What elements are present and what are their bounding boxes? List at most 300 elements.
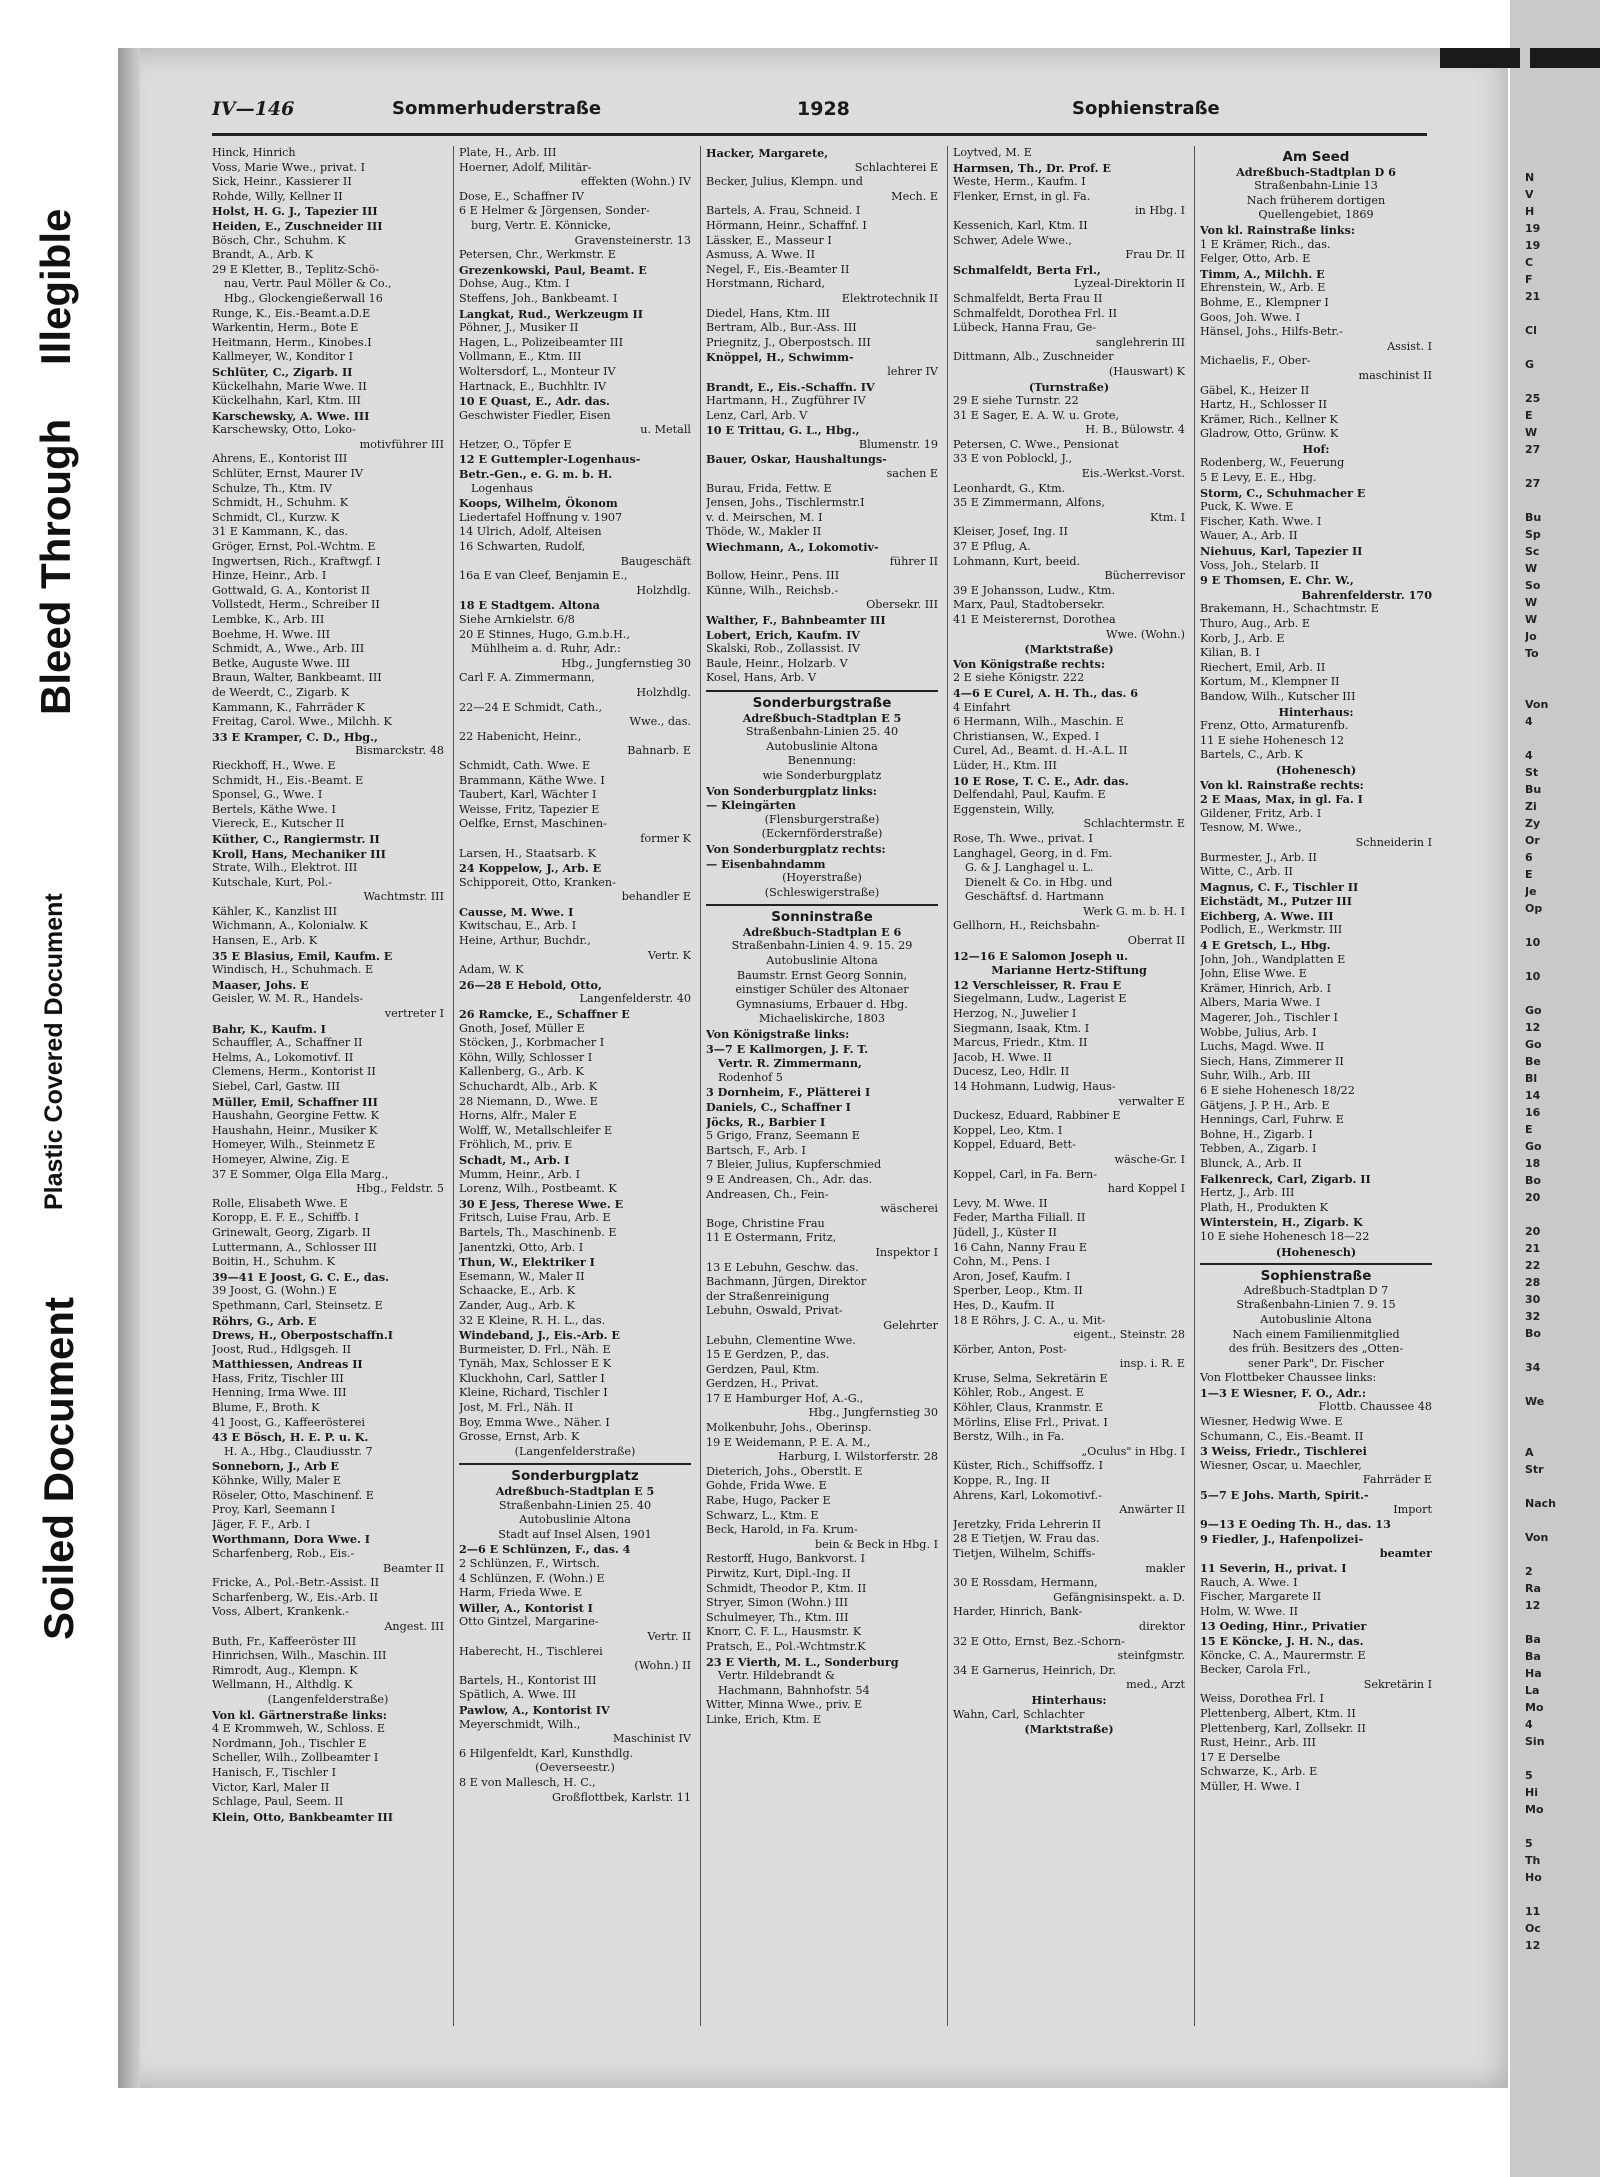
- directory-entry: Großflottbek, Karlstr. 11: [551, 1790, 691, 1804]
- directory-entry: Wauer, A., Arb. II: [1200, 529, 1298, 543]
- directory-entry: Marcus, Friedr., Ktm. II: [953, 1036, 1088, 1050]
- directory-entry: Liedertafel Hoffnung v. 1907: [459, 510, 623, 524]
- directory-entry: Schneiderin I: [1355, 835, 1432, 849]
- directory-entry: Holzhdlg.: [636, 685, 691, 699]
- directory-entry: Sponsel, G., Wwe. I: [212, 788, 323, 802]
- directory-entry: Witter, Minna Wwe., priv. E: [706, 1698, 863, 1712]
- directory-entry: Cohn, M., Pens. I: [953, 1255, 1051, 1269]
- directory-entry: Wiesner, Oscar, u. Maechler,: [1200, 1458, 1362, 1472]
- directory-entry: Stadt auf Insel Alsen, 1901: [498, 1527, 652, 1541]
- next-page-fragment: 10: [1525, 970, 1541, 983]
- next-page-fragment: Go: [1525, 1038, 1542, 1051]
- directory-entry: Oberrat II: [1127, 934, 1185, 948]
- next-page-fragment: Cl: [1525, 324, 1537, 337]
- directory-entry: Dienelt & Co. in Hbg. und: [965, 875, 1113, 889]
- directory-entry: Burmester, J., Arb. II: [1200, 850, 1317, 864]
- directory-entry: Woltersdorf, L., Monteur IV: [459, 364, 616, 378]
- directory-entry: Herzog, N., Juwelier I: [953, 1007, 1077, 1021]
- directory-entry: 29 E siehe Turnstr. 22: [953, 394, 1079, 408]
- directory-entry: Ahrens, Karl, Lokomotivf.-: [953, 1488, 1102, 1502]
- directory-entry: Pöhner, J., Musiker II: [459, 321, 579, 335]
- directory-entry: Hartz, H., Schlosser II: [1200, 398, 1327, 412]
- directory-entry: Geisler, W. M. R., Handels-: [212, 992, 364, 1006]
- directory-entry: 1 E Krämer, Rich., das.: [1200, 237, 1331, 251]
- next-page-fragment: 28: [1525, 1276, 1541, 1289]
- directory-entry: Harder, Hinrich, Bank-: [953, 1605, 1083, 1619]
- directory-column-5: [1200, 146, 1432, 2026]
- directory-entry: Warkentin, Herm., Bote E: [212, 321, 359, 335]
- directory-entry: nau, Vertr. Paul Möller & Co.,: [224, 277, 392, 291]
- directory-entry: Tietjen, Wilhelm, Schiffs-: [953, 1547, 1096, 1560]
- directory-entry: 13 E Lebuhn, Geschw. das.: [706, 1260, 859, 1274]
- directory-entry: 19 E Weidemann, P. E. A. M.,: [706, 1435, 871, 1449]
- directory-entry: Schadt, M., Arb. I: [459, 1152, 570, 1167]
- directory-entry: (Hauswart) K: [1108, 364, 1185, 378]
- directory-entry: Import: [1393, 1502, 1432, 1516]
- directory-entry: Hagen, L., Polizeibeamter III: [459, 335, 624, 349]
- directory-entry: Brandt, A., Arb. K: [212, 248, 314, 262]
- next-page-fragment: 20: [1525, 1225, 1541, 1238]
- directory-entry: der Straßenreinigung: [706, 1289, 830, 1303]
- next-page-fragments: [1525, 170, 1595, 1970]
- directory-entry: Inspektor I: [875, 1245, 938, 1259]
- directory-entry: 6 E siehe Hohenesch 18/22: [1200, 1084, 1355, 1097]
- next-page-fragment: 19: [1525, 222, 1541, 235]
- next-page-fragment: [1525, 680, 1595, 697]
- directory-entry: Otto Gintzel, Margarine-: [459, 1615, 599, 1629]
- directory-entry: Gladrow, Otto, Grünw. K: [1200, 427, 1339, 441]
- directory-entry: Grosse, Ernst, Arb. K: [459, 1430, 580, 1444]
- directory-entry: Schwarze, K., Arb. E: [1200, 1765, 1318, 1779]
- directory-entry: 26 Ramcke, E., Schaffner E: [459, 1007, 630, 1022]
- directory-entry: Ktm. I: [1150, 510, 1185, 524]
- directory-entry: Restorff, Hugo, Bankvorst. I: [706, 1552, 866, 1566]
- directory-entry: Lobert, Erich, Kaufm. IV: [706, 627, 860, 642]
- directory-entry: H. A., Hbg., Claudiusstr. 7: [224, 1444, 373, 1458]
- directory-entry: Hbg., Jungfernstieg 30: [561, 656, 691, 670]
- directory-entry: 37 E Sommer, Olga Ella Marg.,: [212, 1167, 389, 1181]
- directory-entry: Kortum, M., Klempner II: [1200, 675, 1340, 689]
- directory-entry: 3 Dornheim, F., Plätterei I: [706, 1085, 871, 1100]
- next-page-fragment: 14: [1525, 1089, 1541, 1102]
- directory-entry: Adam, W. K: [459, 963, 524, 977]
- directory-entry: Köhnke, Willy, Maler E: [212, 1474, 342, 1488]
- directory-entry: Boitin, H., Schuhm. K: [212, 1255, 335, 1269]
- directory-entry: Nach einem Familienmitglied: [1232, 1327, 1400, 1341]
- directory-entry: 2 Schlünzen, F., Wirtsch.: [459, 1557, 600, 1570]
- directory-entry: (Eckernförderstraße): [761, 827, 883, 841]
- directory-entry: 30 E Jess, Therese Wwe. E: [459, 1196, 624, 1211]
- directory-entry: Hof:: [1302, 441, 1330, 456]
- directory-entry: Dieterich, Johs., Oberstlt. E: [706, 1464, 863, 1478]
- directory-entry: effekten (Wohn.) IV: [580, 175, 691, 189]
- directory-entry: Bartels, H., Kontorist III: [459, 1673, 597, 1687]
- directory-entry: Goos, Joh. Wwe. I: [1200, 310, 1301, 324]
- directory-entry: sener Park", Dr. Fischer: [1248, 1356, 1384, 1370]
- next-page-fragment: 11: [1525, 1905, 1541, 1918]
- directory-entry: Pawlow, A., Kontorist IV: [459, 1702, 610, 1717]
- directory-entry: Röseler, Otto, Maschinenf. E: [212, 1488, 374, 1502]
- directory-entry: Wachtmstr. III: [363, 890, 444, 904]
- directory-entry: Kleine, Richard, Tischler I: [459, 1386, 608, 1400]
- directory-entry: Schmidt, A., Wwe., Arb. III: [212, 642, 365, 656]
- directory-entry: Flottb. Chaussee 48: [1318, 1400, 1432, 1414]
- header-right-street: Sophienstraße: [1072, 98, 1220, 119]
- directory-entry: Holst, H. G. J., Tapezier III: [212, 204, 378, 219]
- directory-entry: Dose, E., Schaffner IV: [459, 189, 584, 203]
- directory-entry: Daniels, C., Schaffner I: [706, 1100, 851, 1114]
- directory-entry: Von Flottbeker Chaussee links:: [1200, 1371, 1377, 1385]
- directory-entry: Michaeliskirche, 1803: [758, 1012, 886, 1026]
- directory-entry: Bahrenfelderstr. 170: [1301, 587, 1432, 602]
- directory-entry: 17 E Hamburger Hof, A.-G.,: [706, 1391, 864, 1405]
- directory-entry: sachen E: [886, 467, 938, 481]
- directory-entry: Wahn, Carl, Schlachter: [953, 1707, 1085, 1721]
- directory-entry: 34 E Garnerus, Heinrich, Dr.: [953, 1663, 1117, 1677]
- directory-entry: Marx, Paul, Stadtobersekr.: [953, 598, 1105, 612]
- directory-entry: Dittmann, Alb., Zuschneider: [953, 350, 1114, 364]
- next-page-fragment: Go: [1525, 1140, 1542, 1153]
- directory-entry: Hertz, J., Arb. III: [1200, 1186, 1295, 1200]
- directory-entry: 5—7 E Johs. Marth, Spirit.-: [1200, 1488, 1369, 1503]
- next-page-fragment: [1525, 1819, 1595, 1836]
- directory-entry: 11 E siehe Hohenesch 12: [1200, 733, 1344, 747]
- directory-entry: Wobbe, Julius, Arb. I: [1200, 1025, 1317, 1039]
- directory-entry: Fricke, A., Pol.-Betr.-Assist. II: [212, 1576, 380, 1590]
- directory-entry: Brandt, E., Eis.-Schaffn. IV: [706, 379, 875, 394]
- next-page-fragment: Bl: [1525, 1072, 1538, 1085]
- directory-entry: 5 Grigo, Franz, Seemann E: [706, 1129, 860, 1143]
- next-page-fragment: Th: [1525, 1854, 1541, 1867]
- directory-entry: Lenz, Carl, Arb. V: [706, 408, 808, 422]
- directory-entry: 15 E Gerdzen, P., das.: [706, 1348, 830, 1362]
- directory-entry: Geschwister Fiedler, Eisen: [459, 408, 611, 422]
- directory-entry: Kähler, K., Kanzlist III: [212, 904, 338, 918]
- directory-entry: Maaser, Johs. E: [212, 977, 309, 992]
- next-page-fragment: [1525, 986, 1595, 1003]
- directory-entry: Hänsel, Johs., Hilfs-Betr.-: [1200, 325, 1343, 339]
- directory-entry: Windisch, H., Schuhmach. E: [212, 963, 374, 977]
- next-page-fragment: 21: [1525, 290, 1541, 303]
- next-page-fragment: 4: [1525, 1718, 1533, 1731]
- directory-entry: Kilian, B. I: [1200, 646, 1260, 660]
- directory-entry: Vertr. R. Zimmermann,: [718, 1056, 862, 1071]
- directory-entry: Thuro, Aug., Arb. E: [1200, 617, 1311, 630]
- directory-entry: Loytved, M. E: [953, 146, 1032, 159]
- directory-entry: Bohme, E., Klempner I: [1200, 295, 1329, 309]
- directory-entry: 41 E Meisterernst, Dorothea: [953, 613, 1116, 626]
- directory-entry: Baugeschäft: [620, 554, 691, 568]
- directory-entry: Eichstädt, M., Putzer III: [1200, 894, 1352, 909]
- directory-entry: 10 E Rose, T. C. E., Adr. das.: [953, 773, 1129, 788]
- directory-entry: Schmalfeldt, Berta Frau II: [953, 291, 1103, 305]
- directory-entry: Vertr. K: [647, 948, 691, 962]
- directory-entry: Spätlich, A. Wwe. III: [459, 1688, 576, 1702]
- next-page-fragment: [1525, 1547, 1595, 1564]
- directory-entry: 6 Hermann, Wilh., Maschin. E: [953, 715, 1124, 729]
- next-page-fragment: [1525, 374, 1595, 391]
- directory-entry: Gelehrter: [883, 1318, 938, 1332]
- directory-entry: 8 E von Mallesch, H. C.,: [459, 1775, 596, 1789]
- directory-entry: Siegmann, Isaak, Ktm. I: [953, 1021, 1090, 1035]
- directory-entry: — Eisenbahndamm: [706, 856, 826, 871]
- next-page-fragment: [1525, 918, 1595, 935]
- directory-entry: Kwitschau, E., Arb. I: [459, 919, 577, 933]
- directory-entry: Koops, Wilhelm, Ökonom: [459, 496, 618, 511]
- next-page-fragment: Mo: [1525, 1803, 1544, 1816]
- directory-entry: Obersekr. III: [866, 598, 938, 612]
- directory-entry: Ingwertsen, Rich., Kraftwgf. I: [212, 554, 381, 568]
- next-page-fragment: Str: [1525, 1463, 1544, 1476]
- directory-entry: Koppel, Eduard, Bett-: [953, 1138, 1076, 1152]
- directory-entry: Bertram, Alb., Bur.-Ass. III: [706, 321, 857, 335]
- directory-entry: Schmalfeldt, Dorothea Frl. II: [953, 306, 1118, 320]
- directory-entry: Gellhorn, H., Reichsbahn-: [953, 919, 1100, 933]
- directory-entry: eigent., Steinstr. 28: [1073, 1328, 1185, 1342]
- directory-entry: Küther, C., Rangiermstr. II: [212, 831, 380, 846]
- next-page-fragment: We: [1525, 1395, 1545, 1408]
- directory-entry: 14 Hohmann, Ludwig, Haus-: [953, 1080, 1116, 1093]
- directory-entry: Vollmann, E., Ktm. III: [459, 350, 582, 364]
- next-page-fragment: [1525, 459, 1595, 476]
- directory-entry: Priegnitz, J., Oberpostsch. III: [706, 335, 871, 349]
- directory-entry: Schlachtermstr. E: [1083, 817, 1185, 831]
- directory-entry: Hinterhaus:: [1031, 1692, 1107, 1707]
- directory-entry: Witte, C., Arb. II: [1200, 865, 1293, 879]
- next-page-fragment: E: [1525, 409, 1533, 422]
- directory-entry: Hetzer, O., Töpfer E: [459, 437, 572, 451]
- directory-entry: Homeyer, Alwine, Zig. E: [212, 1152, 350, 1166]
- directory-entry: Lässker, E., Masseur I: [706, 233, 832, 247]
- directory-entry: Hanisch, F., Tischler I: [212, 1765, 336, 1779]
- directory-entry: Scharfenberg, Rob., Eis.-: [212, 1547, 355, 1560]
- directory-entry: Luchs, Magd. Wwe. II: [1200, 1040, 1325, 1054]
- directory-entry: Fischer, Margarete II: [1200, 1590, 1322, 1604]
- directory-entry: Kluckhohn, Carl, Sattler I: [459, 1371, 605, 1385]
- directory-entry: Voss, Albert, Krankenk.-: [212, 1605, 350, 1619]
- next-page-fragment: Ra: [1525, 1582, 1541, 1595]
- directory-entry: Haushahn, Georgine Fettw. K: [212, 1109, 380, 1123]
- directory-entry: Scheller, Wilh., Zollbeamter I: [212, 1751, 379, 1765]
- directory-entry: Hacker, Margarete,: [706, 146, 829, 160]
- directory-entry: Gravensteinerstr. 13: [574, 233, 691, 247]
- directory-column-3: [706, 146, 938, 2026]
- next-page-fragment: [1525, 952, 1595, 969]
- directory-entry: Podlich, E., Werkmstr. III: [1200, 923, 1343, 937]
- next-page-fragment: Nach: [1525, 1497, 1556, 1510]
- directory-entry: Asmuss, A. Wwe. II: [706, 248, 816, 262]
- directory-entry: Geschäftsf. d. Hartmann: [965, 890, 1104, 904]
- directory-entry: 39 Joost, G. (Wohn.) E: [212, 1284, 337, 1298]
- directory-entry: Müller, H. Wwe. I: [1200, 1779, 1300, 1793]
- next-page-fragment: E: [1525, 868, 1533, 881]
- directory-entry: lehrer IV: [887, 364, 938, 378]
- directory-entry: Falkenreck, Carl, Zigarb. II: [1200, 1171, 1371, 1186]
- directory-entry: Straßenbahn-Linien 4. 9. 15. 29: [731, 939, 913, 953]
- directory-entry: Homeyer, Wilh., Steinmetz E: [212, 1138, 376, 1152]
- directory-entry: G. & J. Langhagel u. L.: [965, 861, 1094, 875]
- directory-entry: Viereck, E., Kutscher II: [212, 817, 345, 831]
- directory-entry: Sonneborn, J., Arb E: [212, 1459, 339, 1474]
- directory-entry: Tesnow, M. Wwe.,: [1200, 821, 1302, 835]
- directory-entry: Rodenhof 5: [718, 1070, 783, 1084]
- directory-entry: Leonhardt, G., Ktm.: [953, 481, 1066, 495]
- directory-entry: Timm, A., Milchh. E: [1200, 266, 1325, 281]
- directory-entry: Bohne, H., Zigarb. I: [1200, 1127, 1313, 1141]
- directory-entry: Joost, Rud., Hdlgsgeh. II: [212, 1342, 352, 1356]
- directory-entry: 35 E Blasius, Emil, Kaufm. E: [212, 948, 393, 963]
- directory-entry: Haushahn, Heinr., Musiker K: [212, 1123, 378, 1137]
- directory-entry: Burmeister, D. Frl., Näh. E: [459, 1342, 611, 1356]
- directory-entry: Freitag, Carol. Wwe., Milchh. K: [212, 715, 392, 729]
- directory-entry: insp. i. R. E: [1119, 1357, 1185, 1371]
- directory-entry: Drews, H., Oberpostschaffn.I: [212, 1328, 393, 1343]
- next-page-fragment: 22: [1525, 1259, 1541, 1272]
- directory-entry: Holzhdlg.: [636, 583, 691, 597]
- directory-entry: Lorenz, Wilh., Postbeamt. K: [459, 1182, 617, 1196]
- directory-entry: 32 E Otto, Ernst, Bez.-Schorn-: [953, 1634, 1125, 1648]
- directory-entry: John, Elise Wwe. E: [1200, 967, 1307, 981]
- directory-entry: Hoerner, Adolf, Militär-: [459, 160, 592, 174]
- black-corner-bar: [1440, 48, 1520, 68]
- directory-entry: Kruse, Selma, Sekretärin E: [953, 1371, 1108, 1385]
- directory-entry: Petersen, C. Wwe., Pensionat: [953, 437, 1119, 451]
- directory-entry: Negel, F., Eis.-Beamter II: [706, 262, 850, 276]
- directory-entry: Autobuslinie Altona: [766, 739, 878, 753]
- directory-entry: Maschinist IV: [613, 1732, 691, 1746]
- directory-entry: (Hoyerstraße): [782, 871, 862, 885]
- directory-entry: Schlüter, Ernst, Maurer IV: [212, 467, 364, 481]
- directory-entry: Hachmann, Bahnhofstr. 54: [718, 1683, 870, 1697]
- directory-entry: Haberecht, H., Tischlerei: [459, 1644, 603, 1658]
- directory-entry: Sick, Heinr., Kassierer II: [212, 175, 352, 189]
- next-page-fragment: Or: [1525, 834, 1540, 847]
- next-page-fragment: 25: [1525, 392, 1541, 405]
- directory-entry: Schlüter, C., Zigarb. II: [212, 364, 353, 379]
- directory-entry: Kroll, Hans, Mechaniker III: [212, 846, 386, 861]
- directory-entry: Schulze, Th., Ktm. IV: [212, 481, 332, 495]
- directory-entry: Küster, Rich., Schiffsoffz. I: [953, 1459, 1104, 1473]
- directory-entry: (Turnstraße): [1028, 379, 1110, 394]
- directory-entry: Rohde, Willy, Kellner II: [212, 189, 343, 203]
- directory-entry: Proy, Karl, Seemann I: [212, 1503, 336, 1517]
- directory-entry: Von kl. Gärtnerstraße links:: [212, 1707, 387, 1722]
- directory-entry: Lebuhn, Oswald, Privat-: [706, 1304, 843, 1318]
- directory-entry: Langenfelderstr. 40: [579, 992, 691, 1006]
- directory-entry: Kammann, K., Fahrräder K: [212, 700, 365, 714]
- directory-entry: Von kl. Rainstraße rechts:: [1200, 777, 1364, 792]
- directory-entry: Korb, J., Arb. E: [1200, 631, 1285, 645]
- directory-entry: Adreßbuch-Stadtplan E 5: [742, 710, 902, 725]
- directory-entry: Schmidt, Cl., Kurzw. K: [212, 510, 340, 524]
- directory-entry: 26—28 E Hebold, Otto,: [459, 977, 602, 992]
- directory-entry: Oelfke, Ernst, Maschinen-: [459, 817, 607, 831]
- next-page-fragment: [1525, 306, 1595, 323]
- directory-entry: Gerdzen, Paul, Ktm.: [706, 1362, 820, 1376]
- directory-entry: Siebel, Carl, Gastw. III: [212, 1080, 341, 1093]
- directory-entry: Fischer, Kath. Wwe. I: [1200, 514, 1322, 528]
- directory-entry: Hinrichsen, Wilh., Maschin. III: [212, 1649, 387, 1663]
- directory-entry: Adreßbuch-Stadtplan E 6: [742, 924, 902, 939]
- next-page-fragment: H: [1525, 205, 1535, 218]
- directory-entry: Langkat, Rud., Werkzeugm II: [459, 306, 644, 321]
- directory-entry: Beamter II: [383, 1561, 444, 1575]
- directory-entry: Boehme, H. Wwe. III: [212, 627, 331, 641]
- directory-entry: Strate, Wilh., Elektrot. III: [212, 861, 358, 875]
- next-page-fragment: La: [1525, 1684, 1540, 1697]
- directory-entry: 12 E Guttempler-Logenhaus-: [459, 452, 641, 467]
- directory-entry: Lebuhn, Clementine Wwe.: [706, 1333, 856, 1347]
- directory-entry: Hartmann, H., Zugführer IV: [706, 394, 866, 408]
- directory-entry: Boy, Emma Wwe., Näher. I: [459, 1415, 610, 1429]
- directory-entry: Krämer, Hinrich, Arb. I: [1200, 981, 1332, 995]
- directory-entry: Eggenstein, Willy,: [953, 802, 1055, 816]
- directory-entry: Baumstr. Ernst Georg Sonnin,: [736, 968, 908, 982]
- directory-entry: Straßenbahn-Linien 25. 40: [498, 1498, 652, 1512]
- directory-entry: hard Koppel I: [1107, 1182, 1185, 1196]
- street-heading: Sonderburgstraße: [752, 695, 892, 711]
- page-header: [212, 98, 1427, 134]
- directory-entry: Buth, Fr., Kaffeeröster III: [212, 1634, 357, 1648]
- directory-entry: Koppel, Carl, in Fa. Bern-: [953, 1167, 1097, 1181]
- directory-entry: Rauch, A. Wwe. I: [1200, 1575, 1298, 1589]
- directory-entry: Langhagel, Georg, in d. Fm.: [953, 846, 1113, 860]
- directory-entry: Hinze, Heinr., Arb. I: [212, 569, 327, 583]
- directory-entry: Winterstein, H., Zigarb. K: [1200, 1215, 1363, 1230]
- directory-entry: Köhn, Willy, Schlosser I: [459, 1050, 593, 1064]
- directory-entry: Thun, W., Elektriker I: [459, 1255, 595, 1270]
- next-page-fragment: Sp: [1525, 528, 1541, 541]
- next-page-fragment: 5: [1525, 1769, 1533, 1782]
- directory-entry: 33 E von Poblockl, J.,: [953, 452, 1073, 466]
- directory-entry: Brammann, Käthe Wwe. I: [459, 773, 605, 787]
- directory-entry: Esemann, W., Maler II: [459, 1269, 585, 1283]
- directory-entry: Weste, Herm., Kaufm. I: [953, 175, 1086, 189]
- directory-entry: Victor, Karl, Maler II: [212, 1780, 330, 1794]
- directory-entry: Janentzki, Otto, Arb. I: [459, 1240, 584, 1254]
- directory-entry: Plate, H., Arb. III: [459, 146, 557, 159]
- directory-entry: Bismarckstr. 48: [355, 744, 444, 758]
- directory-entry: 18 E Röhrs, J. C. A., u. Mit-: [953, 1313, 1106, 1327]
- directory-entry: Vollstedt, Herm., Schreiber II: [212, 598, 380, 612]
- illegible-stamp: Illegible: [32, 208, 79, 365]
- directory-entry: Anwärter II: [1119, 1503, 1185, 1517]
- directory-entry: Autobuslinie Altona: [1260, 1312, 1372, 1326]
- directory-entry: Adreßbuch-Stadtplan E 5: [495, 1484, 655, 1499]
- next-page-fragment: W: [1525, 562, 1538, 575]
- directory-entry: Bartels, Th., Maschinenb. E: [459, 1225, 617, 1239]
- directory-entry: (Oeverseestr.): [535, 1761, 615, 1775]
- directory-entry: de Weerdt, C., Zigarb. K: [212, 685, 350, 699]
- directory-entry: Matthiessen, Andreas II: [212, 1357, 363, 1372]
- directory-entry: Ahrens, E., Kontorist III: [212, 452, 348, 466]
- next-page-fragment: [1525, 1428, 1595, 1445]
- directory-entry: Helms, A., Lokomotivf. II: [212, 1050, 354, 1064]
- directory-entry: Michaelis, F., Ober-: [1200, 354, 1311, 368]
- directory-entry: Aron, Josef, Kaufm. I: [953, 1269, 1071, 1283]
- directory-entry: 16 Cahn, Nanny Frau E: [953, 1240, 1087, 1254]
- next-page-fragment: Oc: [1525, 1922, 1541, 1935]
- directory-entry: Schwarz, L., Ktm. E: [706, 1508, 819, 1522]
- directory-entry: Rodenberg, W., Feuerung: [1200, 456, 1345, 470]
- directory-entry: Bahr, K., Kaufm. I: [212, 1021, 326, 1036]
- directory-entry: Schlage, Paul, Seem. II: [212, 1795, 344, 1809]
- directory-entry: Koppel, Leo, Ktm. I: [953, 1123, 1063, 1137]
- directory-entry: Heiden, E., Zuschneider III: [212, 218, 383, 233]
- left-margin: [0, 0, 120, 2177]
- directory-entry: Niehuus, Karl, Tapezier II: [1200, 544, 1363, 559]
- directory-entry: (Hohenesch): [1275, 1244, 1357, 1259]
